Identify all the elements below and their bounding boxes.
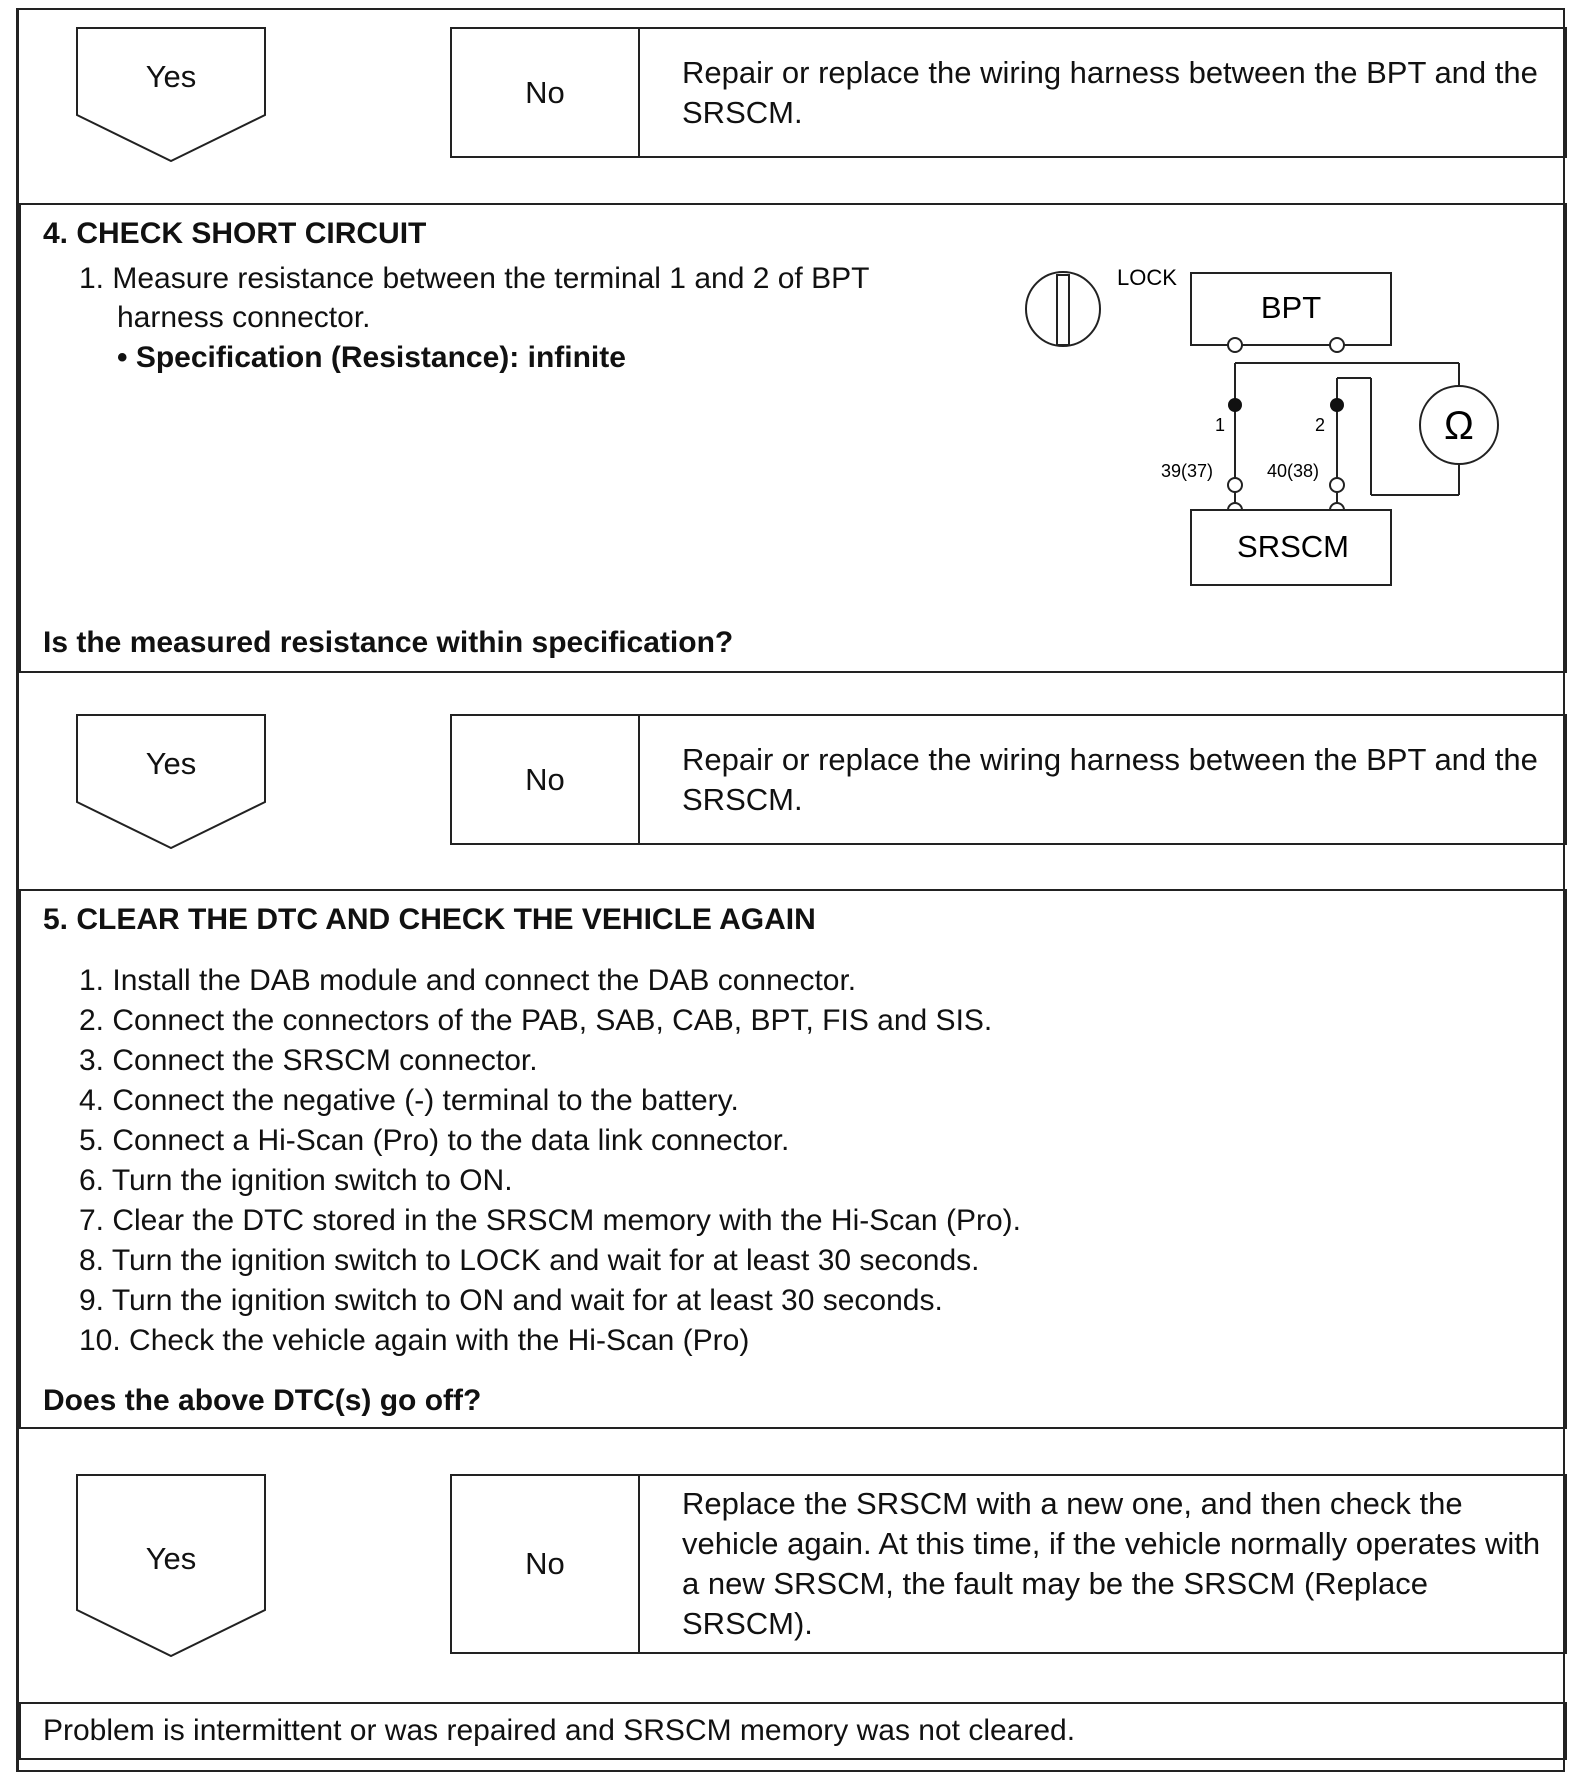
yes-label: Yes: [145, 1541, 197, 1576]
instruction-line: 1. Measure resistance between the terminal 1 and 2 of BPT: [79, 262, 870, 295]
yes-arrow-2: [76, 714, 266, 849]
no-label: No: [452, 29, 640, 156]
specification: • Specification (Resistance): infinite: [117, 341, 626, 374]
no-action-text: Replace the SRSCM with a new one, and then check the vehicle again. At this time, if the vehicle normally operates with a new SRSCM, the fault may be the SRSCM (Replace SRSCM).: [682, 1486, 1541, 1641]
list-item: 5. Connect a Hi-Scan (Pro) to the data link connector.: [79, 1124, 790, 1157]
step-5-box: [19, 889, 1567, 1429]
list-item: 2. Connect the connectors of the PAB, SAB, CAB, BPT, FIS and SIS.: [79, 1004, 993, 1037]
pin-40-label: 40(38): [1267, 461, 1320, 481]
no-branch-2: [450, 714, 1567, 845]
list-item: 9. Turn the ignition switch to ON and wait for at least 30 seconds.: [79, 1284, 943, 1317]
list-item: 8. Turn the ignition switch to LOCK and wait for at least 30 seconds.: [79, 1244, 980, 1277]
yes-label: Yes: [145, 59, 197, 94]
list-item: 1. Install the DAB module and connect the DAB connector.: [79, 964, 857, 997]
lock-label: LOCK: [1117, 265, 1177, 290]
no-branch-1: [450, 27, 1567, 158]
circuit-diagram: [1011, 245, 1531, 625]
no-action-text: Repair or replace the wiring harness between the BPT and the SRSCM.: [682, 741, 1538, 817]
step-question: Is the measured resistance within specification?: [43, 626, 734, 659]
step-4-box: [19, 203, 1567, 673]
step-title: 5. CLEAR THE DTC AND CHECK THE VEHICLE AGAIN: [43, 903, 816, 936]
step-question: Does the above DTC(s) go off?: [43, 1384, 482, 1417]
list-item: 3. Connect the SRSCM connector.: [79, 1044, 538, 1077]
srscm-label: SRSCM: [1237, 529, 1349, 564]
no-label: No: [452, 716, 640, 843]
list-item: 6. Turn the ignition switch to ON.: [79, 1164, 513, 1197]
yes-arrow-3: [76, 1474, 266, 1609]
no-branch-3: [450, 1474, 1567, 1654]
pin-39-label: 39(37): [1161, 461, 1214, 481]
no-action-text: Repair or replace the wiring harness between the BPT and the SRSCM.: [682, 54, 1538, 130]
final-note: Problem is intermittent or was repaired and SRSCM memory was not cleared.: [19, 1702, 1567, 1760]
ohm-symbol: Ω: [1444, 404, 1474, 448]
ignition-lock-icon: [1026, 272, 1100, 346]
bpt-label: BPT: [1260, 290, 1322, 325]
list-item: 7. Clear the DTC stored in the SRSCM memory with the Hi-Scan (Pro).: [79, 1204, 1021, 1237]
pin-1-label: 1: [1215, 415, 1226, 435]
pin-2-label: 2: [1315, 415, 1326, 435]
list-item: 10. Check the vehicle again with the Hi-Scan (Pro): [79, 1324, 750, 1357]
yes-label: Yes: [145, 746, 197, 781]
no-label: No: [452, 1476, 640, 1652]
step-title: 4. CHECK SHORT CIRCUIT: [43, 217, 427, 250]
yes-arrow-1: [76, 27, 266, 162]
list-item: 4. Connect the negative (-) terminal to the battery.: [79, 1084, 739, 1117]
instruction-line: harness connector.: [117, 301, 371, 334]
